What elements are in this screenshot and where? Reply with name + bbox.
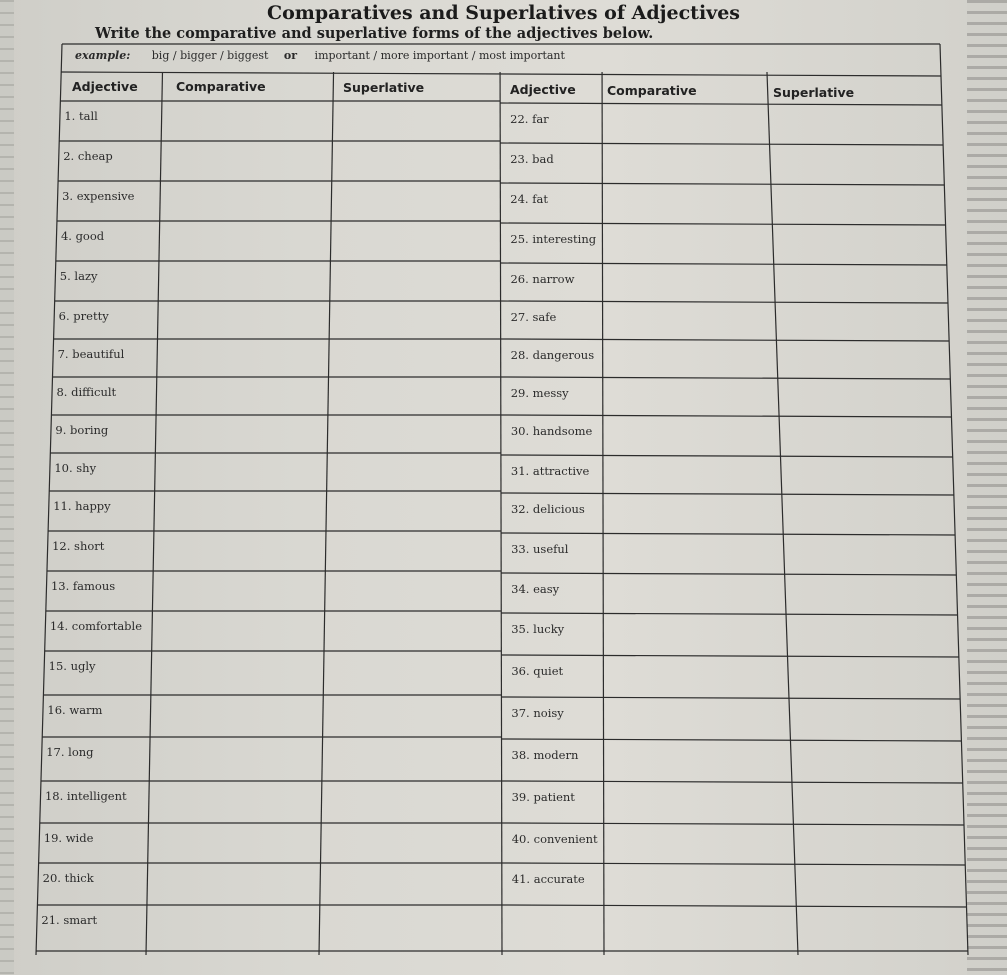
right-row-line-20 <box>502 905 967 907</box>
comparative-answer-7[interactable] <box>159 341 327 375</box>
comparative-answer-22[interactable] <box>604 105 766 141</box>
superlative-answer-6[interactable] <box>332 303 499 337</box>
adjective-right-38: 38. modern <box>511 748 579 762</box>
superlative-answer-26[interactable] <box>776 265 945 299</box>
comparative-answer-38[interactable] <box>606 741 789 779</box>
comparative-answer-15[interactable] <box>154 653 322 693</box>
header-adjective-left: Adjective <box>72 79 138 94</box>
adjective-left-15: 15. ugly <box>48 659 96 673</box>
comparative-answer-16[interactable] <box>153 697 321 735</box>
adjective-left-14: 14. comfortable <box>49 619 143 633</box>
adjective-right-27: 27. safe <box>510 310 557 324</box>
comparative-answer-27[interactable] <box>605 303 773 337</box>
superlative-answer-9[interactable] <box>330 417 499 451</box>
comparative-answer-11[interactable] <box>157 493 325 529</box>
comparative-answer-2[interactable] <box>163 143 330 179</box>
worksheet-title: Comparatives and Superlatives of Adjectives <box>267 2 740 24</box>
superlative-answer-15[interactable] <box>326 653 499 693</box>
comparative-answer-19[interactable] <box>150 825 319 861</box>
adjective-right-36: 36. quiet <box>511 664 564 678</box>
comparative-answer-23[interactable] <box>604 145 767 181</box>
comparative-answer-17[interactable] <box>152 739 321 779</box>
superlative-answer-38[interactable] <box>792 741 959 779</box>
adjective-left-3: 3. expensive <box>62 189 135 203</box>
worksheet-instruction: Write the comparative and superlative forms of the adjectives below. <box>95 25 654 42</box>
example-row <box>75 49 565 62</box>
comparative-answer-1[interactable] <box>164 103 331 139</box>
superlative-answer-27[interactable] <box>777 303 946 337</box>
comparative-answer-3[interactable] <box>162 183 329 219</box>
comparative-answer-8[interactable] <box>159 379 327 413</box>
adjective-right-24: 24. fat <box>510 192 548 206</box>
adjective-left-7: 7. beautiful <box>57 347 125 361</box>
superlative-answer-8[interactable] <box>331 379 499 413</box>
superlative-answer-34[interactable] <box>787 575 955 611</box>
comparative-answer-33[interactable] <box>605 535 781 571</box>
comparative-answer-28[interactable] <box>605 341 775 375</box>
superlative-answer-23[interactable] <box>771 145 941 181</box>
superlative-answer-28[interactable] <box>778 341 947 375</box>
adjective-left-8: 8. difficult <box>56 385 117 399</box>
comparative-answer-30[interactable] <box>605 417 777 453</box>
superlative-answer-36[interactable] <box>789 657 956 695</box>
adjective-left-5: 5. lazy <box>59 269 98 283</box>
adjective-left-6: 6. pretty <box>58 309 109 323</box>
adjective-right-30: 30. handsome <box>510 424 593 438</box>
example-or: or <box>283 49 298 62</box>
adjective-right-22: 22. far <box>510 112 549 126</box>
adjective-right-33: 33. useful <box>511 542 569 556</box>
adjective-left-10: 10. shy <box>54 461 97 475</box>
superlative-answer-14[interactable] <box>327 613 500 649</box>
adjective-left-19: 19. wide <box>43 831 94 845</box>
header-superlative-left: Superlative <box>343 80 425 95</box>
adjective-right-39: 39. patient <box>511 790 575 804</box>
comparative-answer-25[interactable] <box>604 225 770 261</box>
superlative-answer-3[interactable] <box>334 183 499 219</box>
comparative-answer-18[interactable] <box>151 783 320 821</box>
adjective-right-40: 40. convenient <box>511 832 598 846</box>
adjective-left-21: 21. smart <box>41 913 98 927</box>
superlative-answer-32[interactable] <box>784 495 952 531</box>
adjective-right-32: 32. delicious <box>510 502 585 516</box>
header-comparative-right: Comparative <box>607 83 697 98</box>
adjective-left-9: 9. boring <box>55 423 109 437</box>
example-long-form: important / more important / most important <box>314 49 565 62</box>
superlative-answer-30[interactable] <box>781 417 949 453</box>
adjective-left-4: 4. good <box>60 229 105 243</box>
superlative-answer-12[interactable] <box>328 533 499 569</box>
comparative-answer-10[interactable] <box>157 455 325 489</box>
adjective-right-28: 28. dangerous <box>510 348 595 362</box>
superlative-answer-33[interactable] <box>785 535 953 571</box>
comparative-answer-41[interactable] <box>606 865 793 903</box>
comparative-answer-24[interactable] <box>604 185 769 221</box>
comparative-answer-20[interactable] <box>150 865 319 903</box>
comparative-answer-14[interactable] <box>154 613 322 649</box>
adjective-left-1: 1. tall <box>64 109 98 123</box>
comparative-answer-37[interactable] <box>605 699 787 737</box>
superlative-answer-19[interactable] <box>323 825 500 861</box>
superlative-answer-21[interactable] <box>322 907 500 949</box>
superlative-answer-39[interactable] <box>794 783 961 821</box>
adjective-right-37: 37. noisy <box>511 706 564 720</box>
comparative-answer-26[interactable] <box>604 265 771 299</box>
comparative-answer-29[interactable] <box>605 379 776 413</box>
adjective-right-23: 23. bad <box>510 152 554 166</box>
superlative-answer-18[interactable] <box>324 783 500 821</box>
adjective-left-13: 13. famous <box>50 579 116 593</box>
comparative-answer-34[interactable] <box>605 575 782 611</box>
superlative-answer-24[interactable] <box>773 185 942 221</box>
superlative-answer-2[interactable] <box>334 143 498 179</box>
adjective-left-16: 16. warm <box>47 703 103 717</box>
comparative-answer-35[interactable] <box>605 615 784 653</box>
adjective-left-17: 17. long <box>46 745 94 759</box>
adjective-right-29: 29. messy <box>510 386 569 400</box>
example-bottom-border <box>61 72 941 76</box>
header-comparative-left: Comparative <box>176 79 266 94</box>
adjective-right-26: 26. narrow <box>510 272 575 286</box>
header-adjective-right: Adjective <box>510 82 576 97</box>
comparative-answer-6[interactable] <box>160 303 328 337</box>
comparative-answer-12[interactable] <box>156 533 324 569</box>
adjective-right-41: 41. accurate <box>511 872 585 886</box>
superlative-answer-40[interactable] <box>795 825 962 861</box>
superlative-answer-17[interactable] <box>325 739 500 779</box>
superlative-answer-37[interactable] <box>791 699 958 737</box>
comparative-answer-5[interactable] <box>161 263 328 299</box>
comparative-answer-4[interactable] <box>162 223 329 259</box>
adjective-left-2: 2. cheap <box>63 149 113 163</box>
superlative-answer-11[interactable] <box>329 493 499 529</box>
adjective-right-25: 25. interesting <box>510 232 597 246</box>
superlative-answer-29[interactable] <box>780 379 949 413</box>
superlative-answer-25[interactable] <box>774 225 943 261</box>
superlative-answer-22[interactable] <box>770 105 940 141</box>
adjective-right-34: 34. easy <box>511 582 560 596</box>
comparative-answer-31[interactable] <box>605 457 779 491</box>
comparative-answer-36[interactable] <box>605 657 785 695</box>
comparative-answer-13[interactable] <box>155 573 323 609</box>
superlative-answer-16[interactable] <box>325 697 499 735</box>
adjective-left-12: 12. short <box>52 539 105 553</box>
example-label: example: <box>75 49 131 62</box>
comparative-answer-40[interactable] <box>606 825 792 861</box>
superlative-answer-4[interactable] <box>333 223 498 259</box>
superlative-answer-31[interactable] <box>782 457 950 491</box>
superlative-answer-13[interactable] <box>327 573 499 609</box>
header-superlative-right: Superlative <box>773 85 855 100</box>
adjective-right-35: 35. lucky <box>511 622 565 636</box>
comparative-answer-9[interactable] <box>158 417 326 451</box>
superlative-answer-5[interactable] <box>332 263 498 299</box>
superlative-answer-7[interactable] <box>331 341 499 375</box>
example-short-form: big / bigger / biggest <box>151 49 269 62</box>
adjective-right-31: 31. attractive <box>510 464 590 478</box>
adjective-left-11: 11. happy <box>53 499 111 513</box>
comparative-answer-21[interactable] <box>149 907 318 949</box>
comparative-answer-39[interactable] <box>606 783 790 821</box>
superlative-answer-41[interactable] <box>797 865 963 903</box>
comparative-answer-32[interactable] <box>605 495 780 531</box>
superlative-answer-10[interactable] <box>329 455 499 489</box>
superlative-answer-35[interactable] <box>788 615 956 653</box>
adjective-left-18: 18. intelligent <box>44 789 127 803</box>
superlative-answer-1[interactable] <box>335 103 498 139</box>
superlative-answer-20[interactable] <box>323 865 500 903</box>
adjective-left-20: 20. thick <box>42 871 94 885</box>
